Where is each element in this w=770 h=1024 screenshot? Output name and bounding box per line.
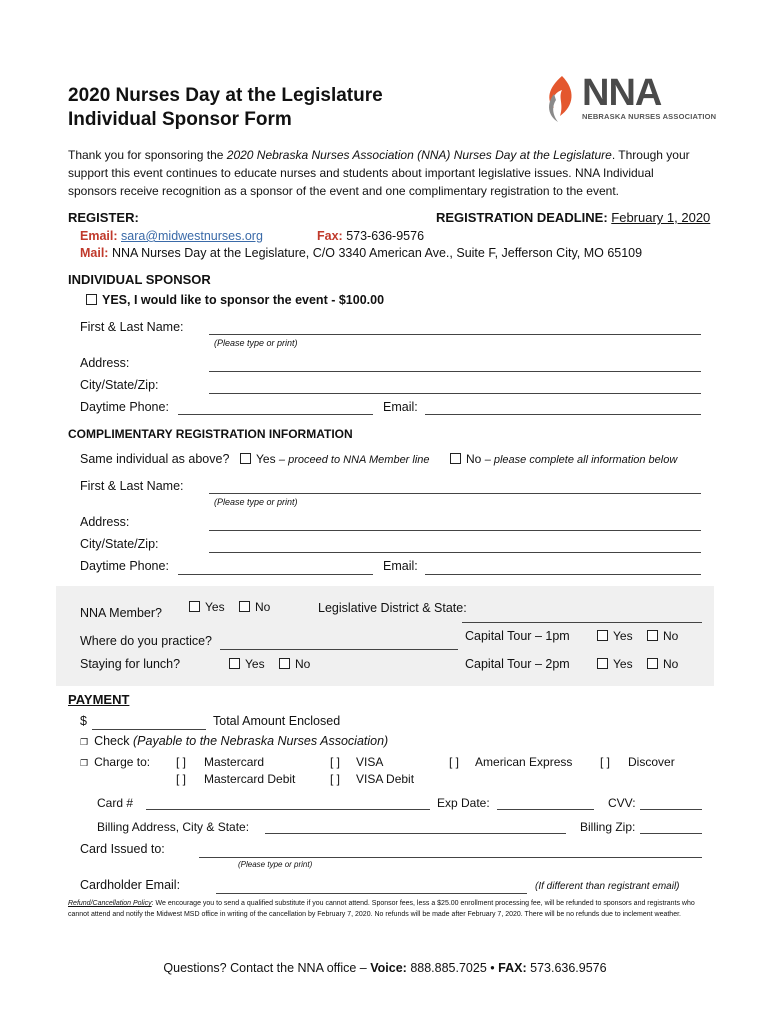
billing-address-label: Billing Address, City & State:: [97, 820, 250, 834]
total-amount-field[interactable]: [92, 729, 206, 730]
tour2-yes-checkbox[interactable]: [597, 658, 608, 669]
comp-name-hint: (Please type or print): [214, 497, 298, 507]
card-number-label: Card #: [97, 796, 134, 810]
nna-member-label: NNA Member?: [80, 606, 162, 620]
lunch-no-option[interactable]: No: [279, 657, 310, 671]
member-yes-checkbox[interactable]: [189, 601, 200, 612]
register-email: Email: sara@midwestnurses.org: [80, 229, 263, 243]
comp-address-field[interactable]: [209, 530, 701, 531]
comp-address-label: Address:: [80, 515, 130, 529]
billing-address-field[interactable]: [265, 833, 566, 834]
practice-field[interactable]: [220, 649, 458, 650]
register-mail: Mail: NNA Nurses Day at the Legislature, C/O 3340 American Ave., Suite F, Jefferson City, MO 65109: [80, 246, 643, 260]
tour2-label: Capital Tour – 2pm: [465, 657, 570, 671]
comp-city-field[interactable]: [209, 552, 701, 553]
sponsor-name-hint: (Please type or print): [214, 338, 298, 348]
exp-date-label: Exp Date:: [437, 796, 490, 810]
billing-zip-label: Billing Zip:: [580, 820, 636, 834]
exp-date-field[interactable]: [497, 809, 594, 810]
comp-city-label: City/State/Zip:: [80, 537, 159, 551]
sponsor-yes-checkbox[interactable]: [86, 294, 97, 305]
lunch-yes-option[interactable]: Yes: [229, 657, 265, 671]
register-fax: Fax: 573-636-9576: [317, 229, 425, 243]
tour2-yes-option[interactable]: Yes: [597, 657, 633, 671]
sponsor-address-field[interactable]: [209, 371, 701, 372]
flame-icon: [540, 74, 584, 124]
lunch-no-checkbox[interactable]: [279, 658, 290, 669]
cardholder-email-label: Cardholder Email:: [80, 878, 181, 892]
comp-phone-label: Daytime Phone:: [80, 559, 169, 573]
registration-deadline: REGISTRATION DEADLINE: February 1, 2020: [436, 210, 711, 225]
check-option[interactable]: ❐ Check (Payable to the Nebraska Nurses Association): [80, 734, 389, 748]
logo-text: NNA: [582, 72, 662, 114]
refund-policy: Refund/Cancellation Policy: We encourage you to send a qualified substitute if you cannot attend. Sponsor fees, less a $25.00 enrollment processing fee, will be refunded to sponsors and registrants who cannot attend and notify the Midwest MSD office in writing of the cancellation by February 7, 2020. No refunds will be made after February 7, 2020. There will be no refunds due to inclement weather.: [68, 900, 695, 918]
footer-contact: Questions? Contact the NNA office – Voice: 888.885.7025 • FAX: 573.636.9576: [163, 961, 607, 975]
discover-option[interactable]: [ ] Discover: [600, 755, 675, 769]
tour1-no-option[interactable]: No: [647, 629, 678, 643]
mastercard-option[interactable]: [ ] Mastercard: [176, 755, 265, 769]
comp-phone-field[interactable]: [178, 574, 373, 575]
tour2-no-option[interactable]: No: [647, 657, 678, 671]
complimentary-heading: COMPLIMENTARY REGISTRATION INFORMATION: [68, 427, 353, 441]
lunch-yes-checkbox[interactable]: [229, 658, 240, 669]
member-yes-option[interactable]: Yes: [189, 600, 225, 614]
cvv-label: CVV:: [608, 796, 636, 810]
nna-logo: [540, 72, 715, 128]
sponsor-address-label: Address:: [80, 356, 130, 370]
member-no-checkbox[interactable]: [239, 601, 250, 612]
charge-option[interactable]: ❐ Charge to:: [80, 755, 151, 769]
sponsor-phone-label: Daytime Phone:: [80, 400, 169, 414]
card-issued-hint: (Please type or print): [238, 860, 313, 869]
same-yes-checkbox[interactable]: [240, 453, 251, 464]
billing-zip-field[interactable]: [640, 833, 702, 834]
tour2-no-checkbox[interactable]: [647, 658, 658, 669]
card-issued-field[interactable]: [199, 857, 702, 858]
same-no-option[interactable]: No – please complete all information below: [450, 452, 677, 466]
member-no-option[interactable]: No: [239, 600, 270, 614]
sponsor-phone-field[interactable]: [178, 414, 373, 415]
dollar-sign: $: [80, 714, 87, 728]
card-issued-label: Card Issued to:: [80, 842, 165, 856]
tour1-no-checkbox[interactable]: [647, 630, 658, 641]
page-title: 2020 Nurses Day at the Legislature: [68, 85, 383, 106]
practice-label: Where do you practice?: [80, 634, 213, 648]
tour1-label: Capital Tour – 1pm: [465, 629, 570, 643]
sponsor-email-field[interactable]: [425, 414, 701, 415]
email-link[interactable]: sara@midwestnurses.org: [121, 229, 263, 243]
payment-heading: PAYMENT: [68, 692, 130, 707]
same-yes-option[interactable]: Yes – proceed to NNA Member line: [240, 452, 430, 466]
sponsor-city-label: City/State/Zip:: [80, 378, 159, 392]
cardholder-email-note: (If different than registrant email): [535, 881, 680, 892]
sponsor-email-label: Email:: [383, 400, 418, 414]
mastercard-debit-option[interactable]: [ ] Mastercard Debit: [176, 772, 296, 786]
card-number-field[interactable]: [146, 809, 430, 810]
intro-paragraph: Thank you for sponsoring the 2020 Nebraska Nurses Association (NNA) Nurses Day at the Legislature. Through your support this event continues to educate nurses and students about important legislative issues. NNA Individual sponsors receive recognition as a sponsor of the event and one complimentary registration to the event.: [68, 148, 690, 198]
sponsor-yes-option[interactable]: YES, I would like to sponsor the event - $100.00: [86, 293, 384, 307]
comp-email-label: Email:: [383, 559, 418, 573]
district-label: Legislative District & State:: [318, 601, 467, 615]
cvv-field[interactable]: [640, 809, 702, 810]
charge-bullet-icon: ❐: [80, 758, 89, 768]
individual-sponsor-heading: INDIVIDUAL SPONSOR: [68, 272, 211, 287]
page-subtitle: Individual Sponsor Form: [68, 109, 292, 130]
comp-name-label: First & Last Name:: [80, 479, 184, 493]
visa-option[interactable]: [ ] VISA: [330, 755, 384, 769]
visa-debit-option[interactable]: [ ] VISA Debit: [330, 772, 415, 786]
comp-email-field[interactable]: [425, 574, 701, 575]
same-no-checkbox[interactable]: [450, 453, 461, 464]
sponsor-name-field[interactable]: [209, 334, 701, 335]
amex-option[interactable]: [ ] American Express: [449, 755, 573, 769]
lunch-label: Staying for lunch?: [80, 657, 181, 671]
sponsor-city-field[interactable]: [209, 393, 701, 394]
tour1-yes-checkbox[interactable]: [597, 630, 608, 641]
same-individual-label: Same individual as above?: [80, 452, 230, 466]
cardholder-email-field[interactable]: [216, 893, 527, 894]
check-bullet-icon: ❐: [80, 737, 89, 747]
district-field[interactable]: [462, 622, 702, 623]
logo-subtitle: NEBRASKA NURSES ASSOCIATION: [582, 112, 717, 121]
comp-name-field[interactable]: [209, 493, 701, 494]
register-label: REGISTER:: [68, 210, 139, 225]
tour1-yes-option[interactable]: Yes: [597, 629, 633, 643]
sponsor-name-label: First & Last Name:: [80, 320, 184, 334]
total-amount-label: Total Amount Enclosed: [213, 714, 341, 728]
